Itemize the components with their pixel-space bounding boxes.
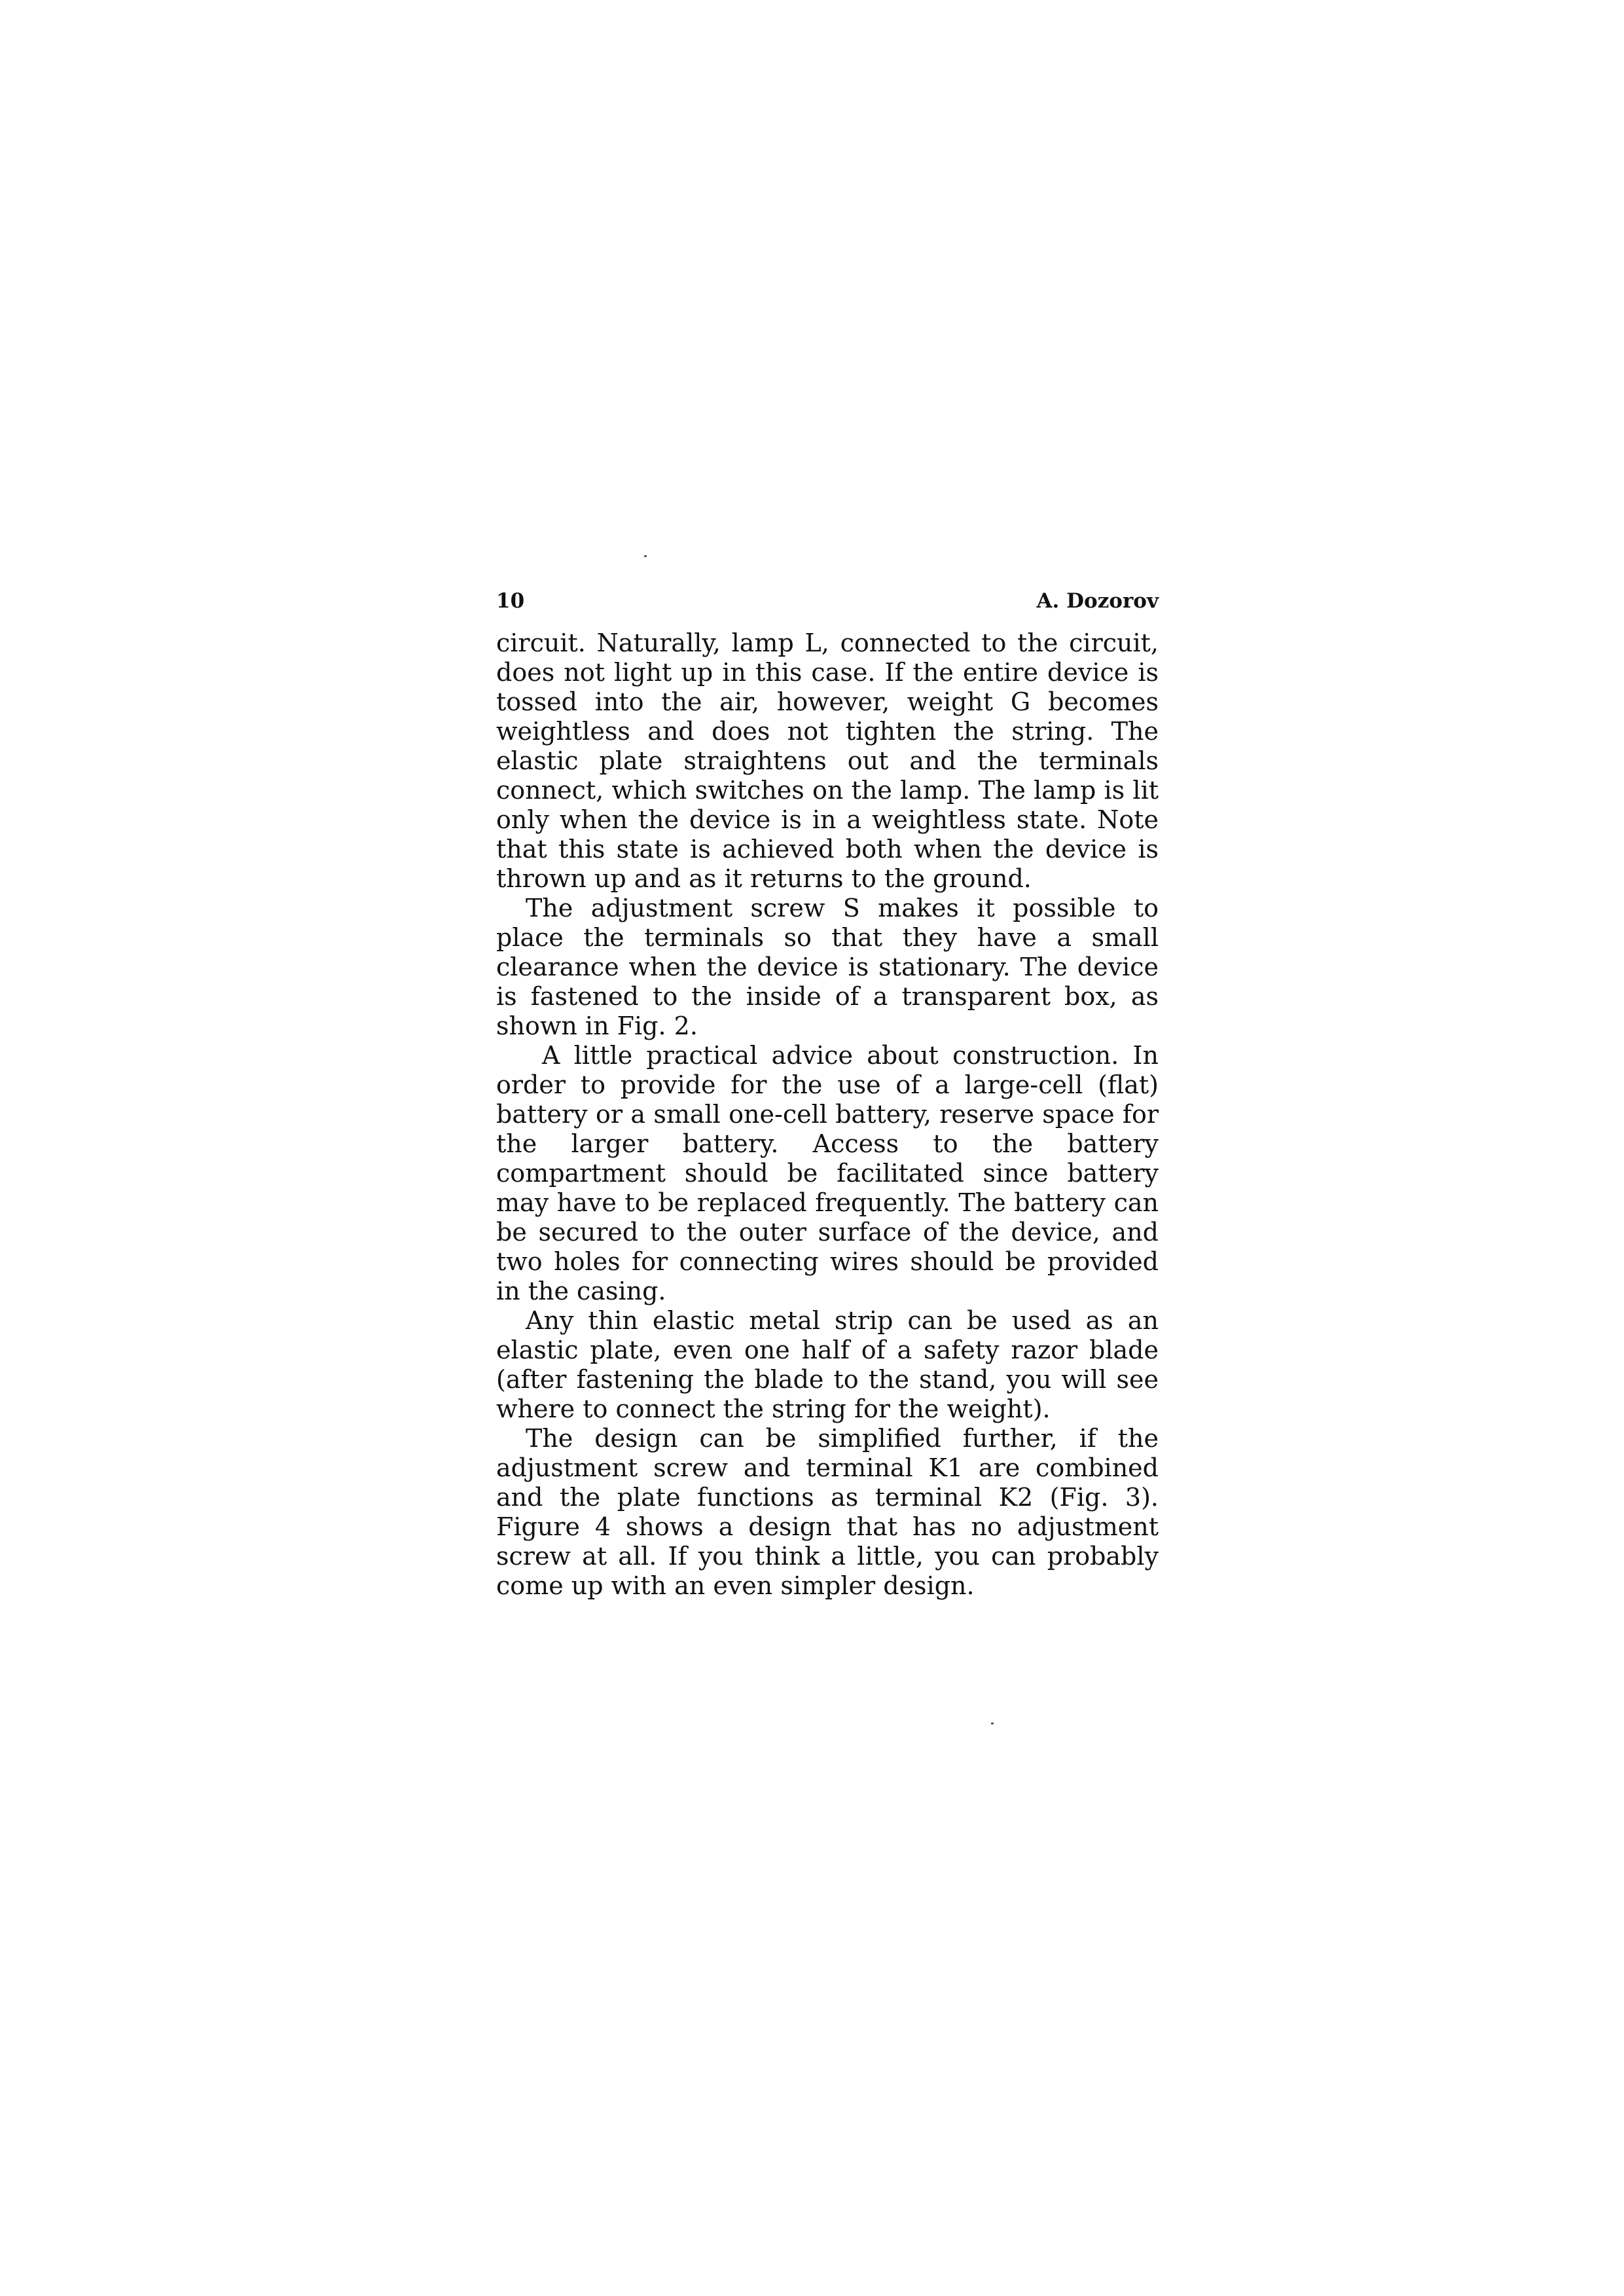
paragraph: A little practical advice about construction. In order to provide for the use of a large-cell (flat) battery or a small one-cell battery, reserve space for the larger battery. Access to the battery compartment should be facilitated since battery may have to be replaced frequently. The battery can be secured to the outer surface of the device, and two holes for connecting wires should be provided in the casing. [496,1041,1159,1305]
paragraph: circuit. Naturally, lamp L, connected to the circuit, does not light up in this case. If the entire device is tossed into the air, however, weight G becomes weightless and does not tighten the string. The elastic plate straightens out and the terminals connect, which switches on the lamp. The lamp is lit only when the device is in a weightless state. Note that this state is achieved both when the device is thrown up and as it returns to the ground. [496,629,1159,893]
paragraph: The adjustment screw S makes it possible to place the terminals so that they have a small clearance when the device is stationary. The device is fastened to the inside of a transparent box, as shown in Fig. 2. [496,894,1159,1040]
scan-speck [644,555,647,557]
body-text [496,629,1159,1601]
running-head: A. Dozorov [1036,589,1159,613]
paragraph: The design can be simplified further, if the adjustment screw and terminal K1 are combined and the plate functions as terminal K2 (Fig. 3). Figure 4 shows a design that has no adjustment screw at all. If you think a little, you can probably come up with an even simpler design. [496,1424,1159,1600]
paragraph: Any thin elastic metal strip can be used as an elastic plate, even one half of a safety razor blade (after fastening the blade to the stand, you will see where to connect the string for the weight). [496,1306,1159,1423]
scan-speck [991,1722,994,1724]
page-header [496,585,1159,617]
page-number: 10 [496,589,525,613]
